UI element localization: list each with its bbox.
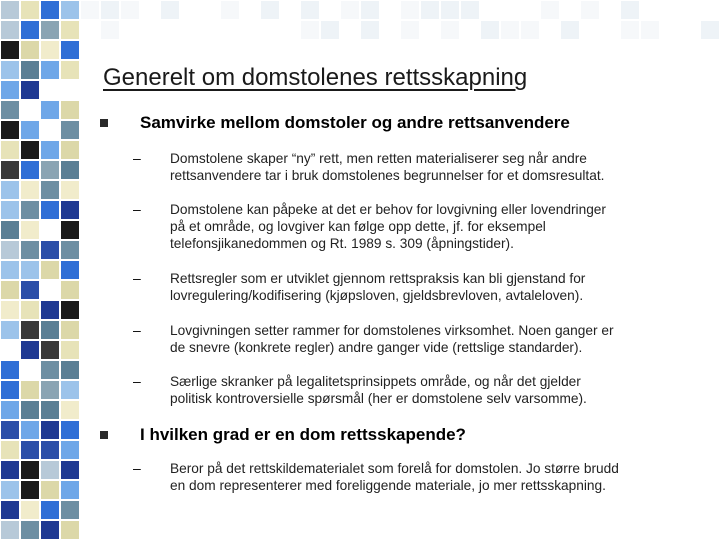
mosaic-tile xyxy=(100,20,120,40)
mosaic-tile xyxy=(0,480,20,500)
mosaic-tile xyxy=(520,0,540,20)
mosaic-tile xyxy=(60,60,80,80)
mosaic-tile xyxy=(0,60,20,80)
mosaic-tile xyxy=(20,120,40,140)
mosaic-tile xyxy=(400,0,420,20)
list-item: Domstolene skaper “ny” rett, men retten materialiserer seg når andre rettsanvendere tar i bruk domstolenes begrunnelser for et domsresultat. xyxy=(170,151,605,183)
list-item: Særlige skranker på legalitetsprinsippets område, og når det gjelder politisk kontroversielle spørsmål (her er domstolene selv varsomme). xyxy=(170,374,587,406)
mosaic-tile xyxy=(60,440,80,460)
mosaic-tile xyxy=(20,500,40,520)
mosaic-tile xyxy=(60,400,80,420)
mosaic-tile xyxy=(0,180,20,200)
mosaic-tile xyxy=(240,0,260,20)
mosaic-tile xyxy=(340,0,360,20)
mosaic-tile xyxy=(60,220,80,240)
mosaic-tile xyxy=(20,340,40,360)
mosaic-tile xyxy=(660,20,680,40)
mosaic-tile xyxy=(0,380,20,400)
mosaic-tile xyxy=(0,160,20,180)
mosaic-tile xyxy=(20,40,40,60)
bullet-square-icon xyxy=(100,431,108,439)
dash-marker: – xyxy=(133,460,141,476)
mosaic-tile xyxy=(260,20,280,40)
mosaic-tile xyxy=(40,160,60,180)
mosaic-tile xyxy=(160,0,180,20)
dash-marker: – xyxy=(133,270,141,286)
mosaic-tile xyxy=(40,460,60,480)
mosaic-tile xyxy=(60,420,80,440)
mosaic-tile xyxy=(440,0,460,20)
mosaic-tile xyxy=(20,100,40,120)
mosaic-tile xyxy=(0,200,20,220)
mosaic-tile xyxy=(40,0,60,20)
mosaic-tile xyxy=(40,400,60,420)
mosaic-tile xyxy=(60,460,80,480)
mosaic-tile xyxy=(0,20,20,40)
mosaic-tile xyxy=(460,0,480,20)
mosaic-tile xyxy=(40,220,60,240)
mosaic-tile xyxy=(60,40,80,60)
mosaic-tile xyxy=(40,280,60,300)
mosaic-tile xyxy=(140,20,160,40)
mosaic-tile xyxy=(700,0,720,20)
mosaic-tile xyxy=(0,40,20,60)
mosaic-tile xyxy=(60,320,80,340)
mosaic-tile xyxy=(60,480,80,500)
mosaic-tile xyxy=(640,20,660,40)
mosaic-tile xyxy=(40,340,60,360)
mosaic-tile xyxy=(80,0,100,20)
mosaic-tile xyxy=(680,20,700,40)
mosaic-tile xyxy=(60,260,80,280)
mosaic-tile xyxy=(60,140,80,160)
mosaic-tile xyxy=(20,480,40,500)
mosaic-tile xyxy=(40,80,60,100)
mosaic-tile xyxy=(460,20,480,40)
mosaic-tile xyxy=(220,0,240,20)
mosaic-tile xyxy=(60,80,80,100)
mosaic-tile xyxy=(300,20,320,40)
mosaic-tile xyxy=(80,20,100,40)
mosaic-tile xyxy=(0,500,20,520)
mosaic-tile xyxy=(380,20,400,40)
mosaic-tile xyxy=(20,380,40,400)
dash-marker: – xyxy=(133,150,141,166)
mosaic-tile xyxy=(20,440,40,460)
mosaic-tile xyxy=(40,380,60,400)
mosaic-tile xyxy=(0,340,20,360)
mosaic-tile xyxy=(60,280,80,300)
mosaic-tile xyxy=(180,20,200,40)
mosaic-tile xyxy=(580,0,600,20)
mosaic-tile xyxy=(20,220,40,240)
mosaic-tile xyxy=(600,0,620,20)
mosaic-tile xyxy=(600,20,620,40)
mosaic-tile xyxy=(40,520,60,540)
mosaic-tile xyxy=(60,500,80,520)
mosaic-tile xyxy=(20,80,40,100)
mosaic-tile xyxy=(420,20,440,40)
mosaic-tile xyxy=(540,20,560,40)
mosaic-tile xyxy=(40,260,60,280)
mosaic-tile xyxy=(660,0,680,20)
dash-marker: – xyxy=(133,322,141,338)
mosaic-tile xyxy=(60,180,80,200)
mosaic-tile xyxy=(60,520,80,540)
mosaic-tile xyxy=(0,220,20,240)
mosaic-tile xyxy=(100,0,120,20)
mosaic-tile xyxy=(560,0,580,20)
mosaic-tile xyxy=(0,360,20,380)
mosaic-tile xyxy=(620,20,640,40)
mosaic-tile xyxy=(640,0,660,20)
mosaic-tile xyxy=(620,0,640,20)
mosaic-tile xyxy=(580,20,600,40)
mosaic-tile xyxy=(380,0,400,20)
mosaic-tile xyxy=(60,200,80,220)
mosaic-tile xyxy=(40,300,60,320)
mosaic-tile xyxy=(20,20,40,40)
mosaic-tile xyxy=(40,420,60,440)
mosaic-tile xyxy=(40,40,60,60)
mosaic-tile xyxy=(40,60,60,80)
list-item: Rettsregler som er utviklet gjennom rettspraksis kan bli gjenstand for lovregulering/kodifisering (kjøpsloven, gjeldsbrevloven, avtaleloven). xyxy=(170,271,586,303)
mosaic-tile xyxy=(20,240,40,260)
mosaic-tile xyxy=(160,20,180,40)
mosaic-tile xyxy=(680,0,700,20)
mosaic-tile xyxy=(40,120,60,140)
mosaic-tile xyxy=(220,20,240,40)
mosaic-tile xyxy=(200,0,220,20)
mosaic-tile xyxy=(540,0,560,20)
dash-marker: – xyxy=(133,201,141,217)
mosaic-tile xyxy=(0,0,20,20)
mosaic-tile xyxy=(40,440,60,460)
mosaic-tile xyxy=(20,0,40,20)
mosaic-tile xyxy=(0,460,20,480)
bullet-square-icon xyxy=(100,119,108,127)
mosaic-tile xyxy=(60,240,80,260)
mosaic-tile xyxy=(560,20,580,40)
mosaic-tile xyxy=(500,0,520,20)
mosaic-tile xyxy=(0,280,20,300)
mosaic-tile xyxy=(0,420,20,440)
mosaic-tile xyxy=(500,20,520,40)
mosaic-tile xyxy=(0,140,20,160)
mosaic-tile xyxy=(20,280,40,300)
mosaic-tile xyxy=(60,360,80,380)
mosaic-tile xyxy=(300,0,320,20)
mosaic-tile xyxy=(0,520,20,540)
mosaic-tile xyxy=(20,360,40,380)
mosaic-tile xyxy=(20,460,40,480)
mosaic-tile xyxy=(320,0,340,20)
section-heading-1: Samvirke mellom domstoler og andre rettsanvendere xyxy=(140,113,570,132)
mosaic-tile xyxy=(0,440,20,460)
mosaic-tile xyxy=(20,140,40,160)
mosaic-tile xyxy=(40,360,60,380)
list-item: Beror på det rettskildematerialet som forelå for domstolen. Jo større brudd en dom representerer med foreliggende materiale, jo mer rettsskapning. xyxy=(170,461,619,493)
section-heading-2: I hvilken grad er en dom rettsskapende? xyxy=(140,425,466,444)
mosaic-tile xyxy=(40,240,60,260)
mosaic-tile xyxy=(0,120,20,140)
mosaic-tile xyxy=(280,20,300,40)
mosaic-tile xyxy=(240,20,260,40)
mosaic-tile xyxy=(260,0,280,20)
mosaic-tile xyxy=(0,240,20,260)
mosaic-tile xyxy=(200,20,220,40)
mosaic-tile xyxy=(20,160,40,180)
mosaic-tile xyxy=(0,80,20,100)
mosaic-tile xyxy=(60,340,80,360)
mosaic-tile xyxy=(480,0,500,20)
mosaic-tile xyxy=(0,260,20,280)
mosaic-tile xyxy=(20,300,40,320)
mosaic-tile xyxy=(280,0,300,20)
mosaic-tile xyxy=(40,140,60,160)
list-item: Domstolene kan påpeke at det er behov for lovgivning eller lovendringer på et område, og lovgiver kan følge opp dette, jf. for eksempel telefonsjikanedommen og Rt. 1989 s. 309 (åpningstider). xyxy=(170,202,606,251)
mosaic-tile xyxy=(60,300,80,320)
mosaic-tile xyxy=(60,120,80,140)
mosaic-tile xyxy=(20,60,40,80)
mosaic-tile xyxy=(120,20,140,40)
mosaic-tile xyxy=(60,160,80,180)
mosaic-tile xyxy=(40,20,60,40)
mosaic-tile xyxy=(0,100,20,120)
mosaic-tile xyxy=(60,20,80,40)
mosaic-tile xyxy=(180,0,200,20)
mosaic-tile xyxy=(20,400,40,420)
mosaic-tile xyxy=(520,20,540,40)
mosaic-tile xyxy=(20,200,40,220)
mosaic-tile xyxy=(40,500,60,520)
mosaic-tile xyxy=(0,320,20,340)
mosaic-tile xyxy=(0,400,20,420)
mosaic-tile xyxy=(60,100,80,120)
mosaic-tile xyxy=(60,380,80,400)
mosaic-tile xyxy=(20,420,40,440)
mosaic-tile xyxy=(60,0,80,20)
mosaic-tile xyxy=(120,0,140,20)
mosaic-tile xyxy=(20,260,40,280)
mosaic-tile xyxy=(40,100,60,120)
mosaic-tile xyxy=(700,20,720,40)
dash-marker: – xyxy=(133,373,141,389)
mosaic-tile xyxy=(340,20,360,40)
mosaic-tile xyxy=(360,20,380,40)
mosaic-tile xyxy=(40,480,60,500)
mosaic-tile xyxy=(0,300,20,320)
mosaic-tile xyxy=(420,0,440,20)
mosaic-tile xyxy=(40,200,60,220)
list-item: Lovgivningen setter rammer for domstolenes virksomhet. Noen ganger er de snevre (konkrete regler) andre ganger vide (rettslige standarder). xyxy=(170,323,614,355)
mosaic-tile xyxy=(480,20,500,40)
mosaic-tile xyxy=(400,20,420,40)
mosaic-tile xyxy=(140,0,160,20)
slide-title: Generelt om domstolenes rettsskapning xyxy=(103,64,528,91)
mosaic-tile xyxy=(20,520,40,540)
mosaic-tile xyxy=(320,20,340,40)
mosaic-tile xyxy=(40,320,60,340)
mosaic-tile xyxy=(20,320,40,340)
mosaic-tile xyxy=(360,0,380,20)
mosaic-tile xyxy=(440,20,460,40)
mosaic-tile xyxy=(40,180,60,200)
mosaic-tile xyxy=(20,180,40,200)
